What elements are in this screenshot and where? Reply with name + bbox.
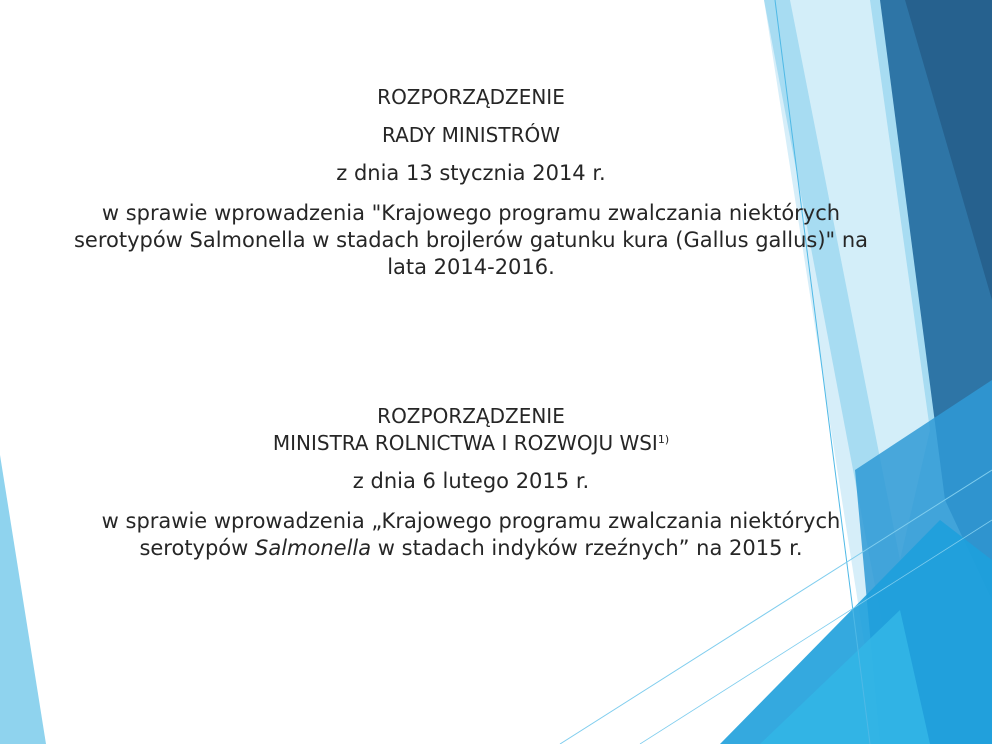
decree-2-subject-pre: serotypów <box>139 536 256 560</box>
decree-2-subject-line-1: w sprawie wprowadzenia „Krajowego programu zwalczania niektórych <box>101 509 841 533</box>
decree-2-issuer: MINISTRA ROLNICTWA I ROZWOJU WSI <box>272 431 658 455</box>
decree-2-issuer-line <box>30 430 912 457</box>
decree-1-issuer: RADY MINISTRÓW <box>382 123 560 147</box>
decree-1-date: z dnia 13 stycznia 2014 r. <box>336 161 606 185</box>
footnote-marker: 1) <box>657 433 670 446</box>
decree-2-subject-italic: Salmonella <box>255 536 372 560</box>
decree-1-subject-line-1: w sprawie wprowadzenia "Krajowego programu zwalczania niektórych <box>101 201 841 225</box>
decree-1-subject-line-3: lata 2014-2016. <box>387 255 555 279</box>
decree-2-subject-line-2 <box>30 535 912 562</box>
decree-2-date: z dnia 6 lutego 2015 r. <box>352 469 590 493</box>
decree-2 <box>30 403 912 562</box>
decree-2-subject-post: w stadach indyków rzeźnych” na 2015 r. <box>371 536 803 560</box>
decree-2-title: ROZPORZĄDZENIE <box>377 404 565 428</box>
decree-1-title: ROZPORZĄDZENIE <box>377 85 565 109</box>
decree-1 <box>30 84 912 281</box>
decree-1-subject-line-2: serotypów Salmonella w stadach brojlerów gatunku kura (Gallus gallus)" na <box>73 228 869 252</box>
